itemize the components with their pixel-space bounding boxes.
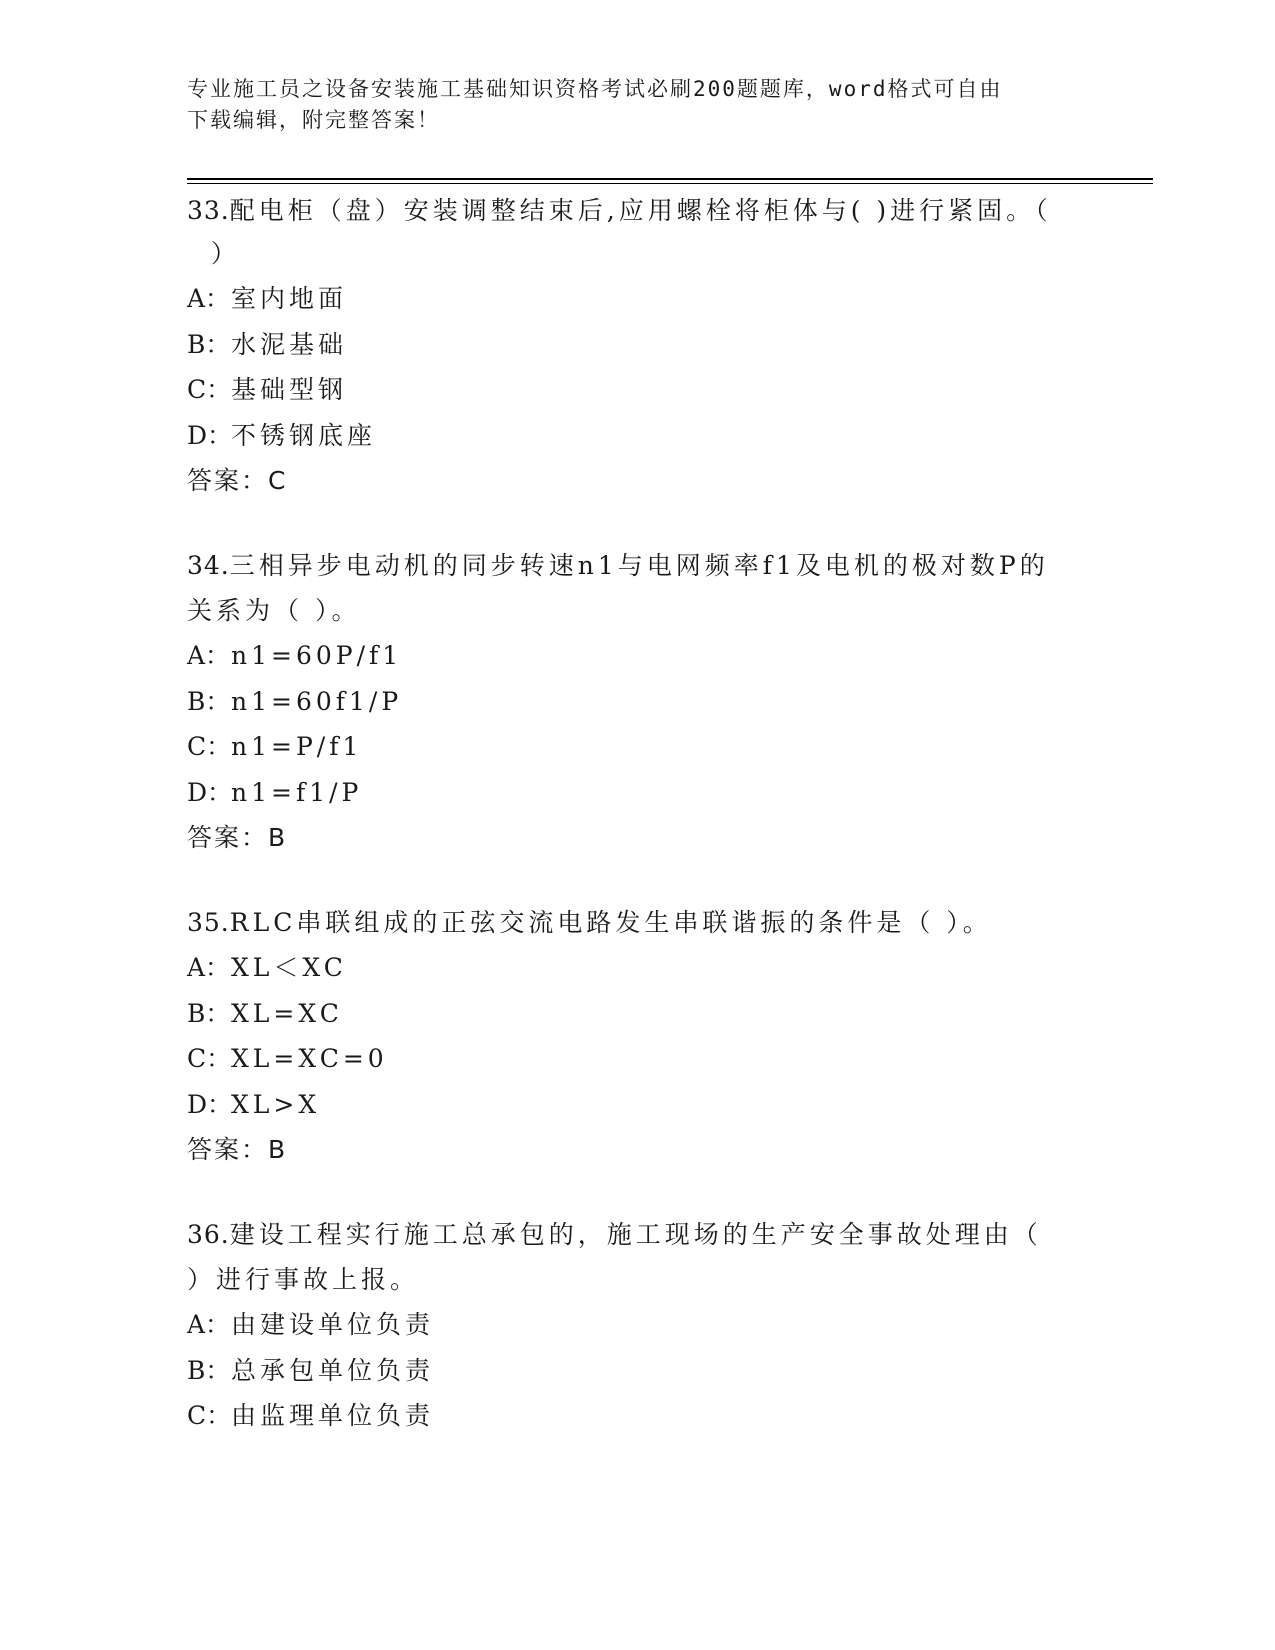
answer-label: 答案：B	[187, 823, 288, 852]
answer-label: 答案：B	[187, 1135, 288, 1164]
option-letter: B：	[187, 1355, 231, 1385]
document-header	[187, 74, 1087, 136]
option-text: 室内地面	[231, 284, 348, 313]
question-number: 35.	[187, 908, 230, 937]
question-text	[187, 188, 1087, 233]
option-letter: B：	[187, 686, 231, 716]
question-text-line2: 关系为（ ）。	[187, 596, 361, 625]
answer-label: 答案：C	[187, 466, 288, 495]
option-text: 不锈钢底座	[231, 420, 377, 450]
option-letter: D：	[187, 1089, 233, 1119]
option-text: 由建设单位负责	[231, 1310, 435, 1339]
question-text	[187, 1212, 1087, 1257]
option-text: n1=60P/f1	[231, 641, 403, 670]
option-text: 基础型钢	[231, 375, 348, 404]
option-c	[187, 1036, 1087, 1082]
option-letter: D：	[187, 420, 233, 450]
option-letter: A：	[187, 641, 231, 670]
question-33	[187, 188, 1087, 503]
option-letter: C：	[187, 1044, 232, 1073]
question-number: 34.	[187, 551, 230, 580]
option-c	[187, 1393, 1087, 1439]
option-text: 水泥基础	[231, 329, 348, 359]
question-number: 36.	[187, 1220, 230, 1249]
option-a	[187, 276, 1087, 322]
option-letter: B：	[187, 329, 231, 359]
option-d	[187, 413, 1087, 459]
header-title-line2: 下载编辑，附完整答案！	[187, 108, 440, 132]
option-text: n1=P/f1	[231, 732, 363, 761]
question-text-line1: 建设工程实行施工总承包的，施工现场的生产安全事故处理由（	[229, 1220, 1042, 1249]
question-list	[187, 188, 1087, 1479]
question-text	[187, 543, 1087, 588]
option-c	[187, 367, 1087, 413]
option-text: n1=f1/P	[231, 777, 363, 807]
option-c	[187, 724, 1087, 770]
option-text: XL=XC	[231, 998, 343, 1028]
question-text-line2: ）	[187, 239, 240, 268]
option-text: n1=60f1/P	[231, 686, 403, 716]
option-letter: A：	[187, 284, 231, 313]
option-text: XL>X	[231, 1089, 321, 1119]
question-35	[187, 900, 1087, 1172]
option-letter: D：	[187, 777, 233, 807]
question-text-line2: ）进行事故上报。	[187, 1265, 420, 1294]
option-letter: A：	[187, 1310, 231, 1339]
option-letter: C：	[187, 1401, 232, 1430]
header-divider-thin	[187, 183, 1153, 184]
question-36	[187, 1212, 1087, 1439]
option-b	[187, 1348, 1087, 1394]
option-b	[187, 679, 1087, 725]
header-divider-thick	[187, 178, 1153, 180]
option-b	[187, 322, 1087, 368]
question-text-line1: RLC串联组成的正弦交流电路发生串联谐振的条件是（ ）。	[229, 908, 992, 937]
option-a	[187, 945, 1087, 991]
option-letter: B：	[187, 998, 231, 1028]
option-letter: C：	[187, 375, 232, 404]
option-a	[187, 1302, 1087, 1348]
header-title-line1: 专业施工员之设备安装施工基础知识资格考试必刷200题题库，word格式可自由	[187, 77, 1003, 101]
option-d	[187, 1082, 1087, 1128]
question-34	[187, 543, 1087, 860]
question-text-line1: 配电柜（盘）安装调整结束后,应用螺栓将柜体与( )进行紧固。（	[229, 196, 1052, 225]
question-text-line1: 三相异步电动机的同步转速n1与电网频率f1及电机的极对数P的	[229, 551, 1049, 580]
option-a	[187, 633, 1087, 679]
question-number: 33.	[187, 196, 230, 225]
question-text	[187, 900, 1087, 945]
option-text: XL＜XC	[231, 953, 347, 982]
option-letter: A：	[187, 953, 231, 982]
option-text: 由监理单位负责	[231, 1401, 435, 1430]
option-letter: C：	[187, 732, 232, 761]
option-d	[187, 770, 1087, 816]
option-b	[187, 991, 1087, 1037]
option-text: 总承包单位负责	[231, 1355, 435, 1385]
option-text: XL=XC=0	[231, 1044, 388, 1073]
